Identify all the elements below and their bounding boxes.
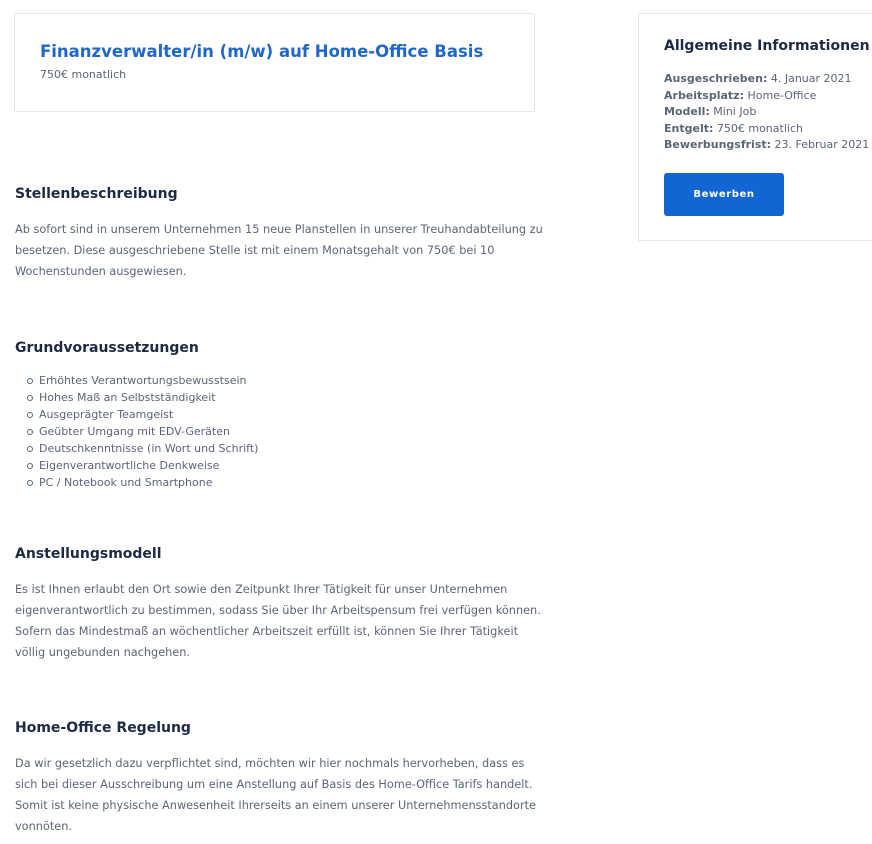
info-value: 4. Januar 2021 xyxy=(770,72,852,85)
info-card xyxy=(638,13,872,241)
section-heading-homeoffice: Home-Office Regelung xyxy=(15,720,191,736)
job-title: Finanzverwalter/in (m/w) auf Home-Office Basis xyxy=(40,42,484,61)
circle-bullet-icon xyxy=(27,412,33,418)
requirements-list xyxy=(22,372,258,491)
info-value: Home-Office xyxy=(747,88,817,102)
circle-bullet-icon xyxy=(27,480,33,486)
homeoffice-line: sich bei dieser Ausschreibung um eine Anstellung auf Basis des Home-Office Tarifs handelt. xyxy=(15,778,533,791)
section-heading-requirements: Grundvoraussetzungen xyxy=(15,340,199,356)
info-row-workplace xyxy=(664,88,869,105)
requirement-label: Ausgeprägter Teamgeist xyxy=(39,408,174,421)
requirement-label: PC / Notebook und Smartphone xyxy=(39,476,213,489)
homeoffice-line: Somit ist keine physische Anwesenheit Ihrerseits an einem unserer Unternehmensstandorte xyxy=(15,799,536,812)
homeoffice-line: vonnöten. xyxy=(15,820,72,833)
employment-line: völlig ungebunden nachgehen. xyxy=(15,646,191,659)
circle-bullet-icon xyxy=(27,395,33,401)
info-row-published xyxy=(664,71,869,88)
employment-line: Sofern das Mindestmaß an wöchentlicher Arbeitszeit erfüllt ist, können Sie Ihrer Tätigkeit xyxy=(15,625,519,638)
info-label: Ausgeschrieben: xyxy=(664,72,768,85)
job-salary: 750€ monatlich xyxy=(40,68,127,81)
job-header-card xyxy=(14,13,535,112)
info-label: Entgelt: xyxy=(664,121,714,135)
info-list xyxy=(664,71,869,154)
section-heading-description: Stellenbeschreibung xyxy=(15,186,178,202)
info-value: 750€ monatlich xyxy=(716,121,803,135)
employment-text xyxy=(15,579,545,663)
list-item xyxy=(22,423,258,440)
description-text xyxy=(15,219,545,282)
employment-line: eigenverantwortlich zu bestimmen, sodass Sie über Ihr Arbeitspensum frei verfügen können. xyxy=(15,604,541,617)
employment-line: Es ist Ihnen erlaubt den Ort sowie den Zeitpunkt Ihrer Tätigkeit für unser Unternehmen xyxy=(15,583,508,596)
requirement-label: Hohes Maß an Selbstständigkeit xyxy=(39,391,216,404)
list-item xyxy=(22,440,258,457)
list-item xyxy=(22,372,258,389)
list-item xyxy=(22,389,258,406)
circle-bullet-icon xyxy=(27,378,33,384)
info-value: Mini Job xyxy=(713,105,757,119)
info-row-deadline xyxy=(664,137,869,154)
requirement-label: Geübter Umgang mit EDV-Geräten xyxy=(39,425,230,438)
section-heading-employment: Anstellungsmodell xyxy=(15,546,162,562)
homeoffice-line: Da wir gesetzlich dazu verpflichtet sind, möchten wir hier nochmals hervorheben, dass es xyxy=(15,757,525,770)
list-item xyxy=(22,457,258,474)
apply-button[interactable]: Bewerben xyxy=(664,173,784,216)
description-line: besetzen. Diese ausgeschriebene Stelle ist mit einem Monatsgehalt von 750€ bei 10 xyxy=(15,244,495,257)
info-heading: Allgemeine Informationen xyxy=(664,38,870,54)
requirement-label: Erhöhtes Verantwortungsbewusstsein xyxy=(39,374,247,387)
circle-bullet-icon xyxy=(27,446,33,452)
description-line: Ab sofort sind in unserem Unternehmen 15 neue Planstellen in unserer Treuhandabteilung zu xyxy=(15,223,543,236)
info-label: Arbeitsplatz: xyxy=(664,88,744,102)
requirement-label: Eigenverantwortliche Denkweise xyxy=(39,459,220,472)
list-item xyxy=(22,474,258,491)
info-label: Bewerbungsfrist: xyxy=(664,138,772,152)
circle-bullet-icon xyxy=(27,429,33,435)
description-line: Wochenstunden ausgewiesen. xyxy=(15,265,187,278)
homeoffice-text xyxy=(15,753,545,837)
circle-bullet-icon xyxy=(27,463,33,469)
info-row-model xyxy=(664,104,869,121)
info-value: 23. Februar 2021 xyxy=(774,138,870,152)
info-label: Modell: xyxy=(664,105,710,119)
info-row-pay xyxy=(664,121,869,138)
list-item xyxy=(22,406,258,423)
requirement-label: Deutschkenntnisse (in Wort und Schrift) xyxy=(39,442,259,455)
